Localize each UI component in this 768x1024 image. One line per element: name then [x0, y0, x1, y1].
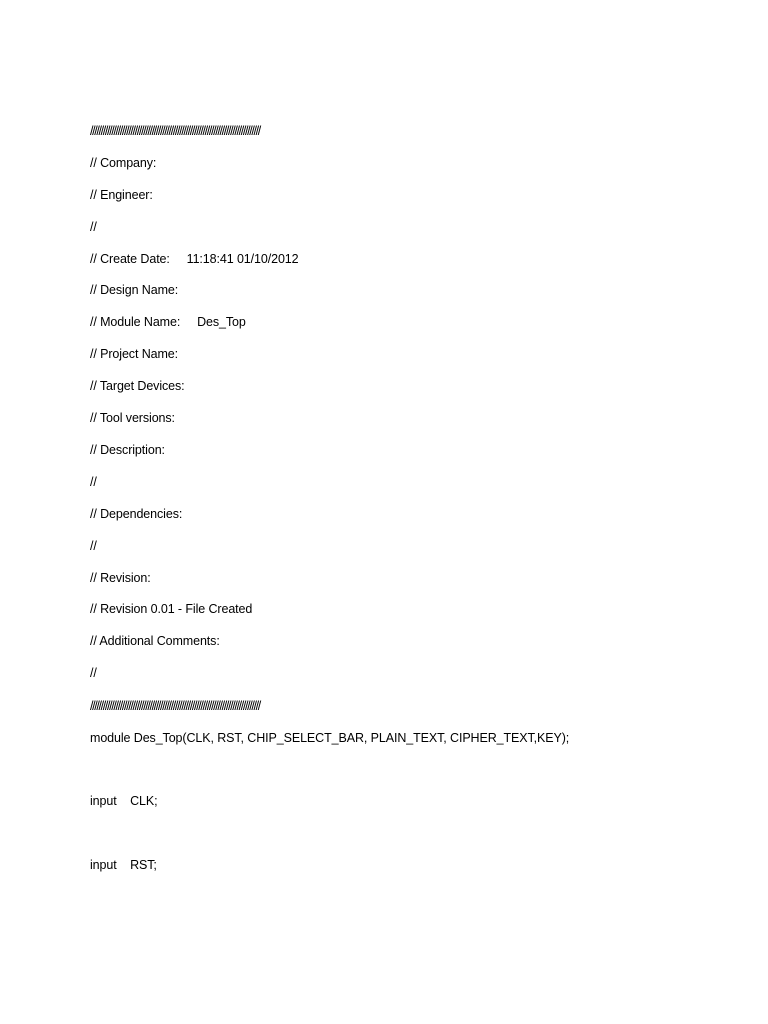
module-declaration: module Des_Top(CLK, RST, CHIP_SELECT_BAR, PLAIN_TEXT, CIPHER_TEXT,KEY);	[90, 731, 570, 745]
comment-project-name: // Project Name:	[90, 347, 179, 361]
comment-module-name: // Module Name: Des_Top	[90, 315, 246, 329]
input-rst-declaration: input RST;	[90, 858, 157, 872]
comment-blank-2: //	[90, 475, 97, 489]
header-rule-bottom: ////////////////////////////////////////////////////////////////////////////////	[90, 699, 260, 713]
comment-description: // Description:	[90, 443, 165, 457]
comment-design-name: // Design Name:	[90, 283, 179, 297]
comment-additional-comments: // Additional Comments:	[90, 634, 220, 648]
comment-company: // Company:	[90, 156, 157, 170]
comment-revision: // Revision:	[90, 571, 151, 585]
input-clk-declaration: input CLK;	[90, 794, 158, 808]
comment-target-devices: // Target Devices:	[90, 379, 185, 393]
comment-dependencies: // Dependencies:	[90, 507, 183, 521]
comment-create-date: // Create Date: 11:18:41 01/10/2012	[90, 252, 299, 266]
comment-engineer: // Engineer:	[90, 188, 153, 202]
comment-blank-4: //	[90, 666, 97, 680]
comment-revision-entry: // Revision 0.01 - File Created	[90, 602, 253, 616]
header-rule-top: ////////////////////////////////////////////////////////////////////////////////	[90, 124, 260, 138]
comment-tool-versions: // Tool versions:	[90, 411, 175, 425]
comment-blank-1: //	[90, 220, 97, 234]
comment-blank-3: //	[90, 539, 97, 553]
